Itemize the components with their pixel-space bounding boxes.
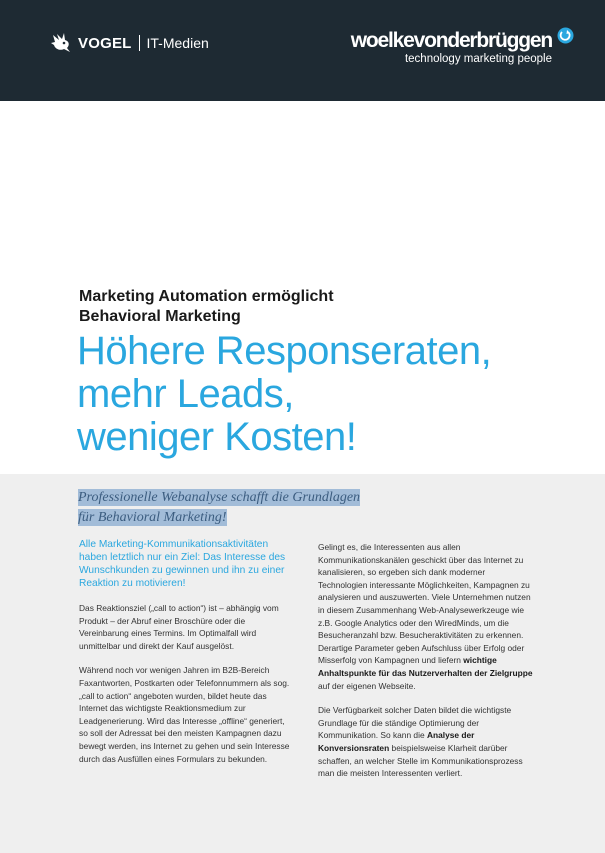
headline-line: mehr Leads, [77, 372, 294, 416]
vogel-subbrand: IT-Medien [146, 35, 209, 51]
left-column [79, 538, 294, 777]
bird-logo-icon [50, 31, 72, 55]
headline-line: weniger Kosten! [77, 415, 357, 459]
headline [77, 330, 577, 459]
body-text: Die Verfügbarkeit solcher Daten bildet die wichtigste Grundlage für die ständige Optimierung der Kommunikation. So kann die [318, 705, 512, 741]
body-bold-text: Analyse der Konversionsraten [318, 730, 475, 753]
section-heading-line: Professionelle Webanalyse schafft die Grundlagen [78, 490, 361, 505]
body-text: beispielsweise Klarheit darüber schaffen, an welcher Stelle im Kommunikationsprozess man die meisten Interessenten verliert. [318, 742, 523, 779]
header-banner [0, 0, 605, 101]
vogel-logo [50, 30, 209, 56]
section-heading-line: für Behavioral Marketing! [78, 510, 227, 525]
body-text: Gelingt es, die Interessenten aus allen Kommunikationskanälen geschickt über das Internet zu kanalisieren, so ergeben sich dank moderner Technologien interessante Möglichkeiten, Kampagnen zu analysieren und auszuwerten. Viele Unternehmen nutzen in diesem Zusammenhang Web-Analysewerkzeuge wie z.B. Google Analytics oder den WiredMinds, um die Besucheranzahl bzw. Besucheraktivitäten zu erkennen. Derartige Parameter geben Aufschluss über Erfolg oder Misserfolg von Kampagnen und liefern [318, 542, 531, 666]
right-column [318, 541, 533, 792]
body-paragraph [318, 541, 533, 692]
body-bold-text: wichtige Anhaltspunkte für das Nutzerverhalten der Zielgruppe [318, 655, 533, 678]
wvdb-tagline: technology marketing people [404, 53, 552, 65]
body-paragraph [318, 704, 533, 780]
logo-divider [139, 35, 140, 51]
body-paragraph: Das Reaktionsziel („call to action“) ist – abhängig vom Produkt – der Abruf einer Broschüre oder die Vereinbarung eines Termins. Im Optimalfall wird unmittelbar und direkt der Kauf ausgelöst. [79, 603, 279, 651]
wvdb-brand: woelkevonderbrüggen [350, 29, 552, 52]
subtitle-line: Behavioral Marketing [79, 308, 241, 325]
body-text: auf der eigenen Webseite. [318, 680, 416, 691]
subtitle [79, 287, 539, 327]
wvdb-badge-icon [557, 27, 574, 44]
section-heading [78, 488, 368, 528]
subtitle-line: Marketing Automation ermöglicht [79, 288, 334, 305]
body-paragraph: Während noch vor wenigen Jahren im B2B-Bereich Faxantworten, Postkarten oder Telefonnummern als sog. „call to action“ angeboten wurden, bildet heute das Internet das wichtigste Reaktionsmedium zur Leadgenerierung. Wird das Interesse „offline“ generiert, so soll der Adressat bei den meisten Kampagnen dazu bewegt werden, ins Internet zu gehen und sein Interesse durch das Ausfüllen eines Formulars zu bekunden. [79, 665, 290, 764]
vogel-brand: VOGEL [78, 34, 132, 52]
wvdb-logo [351, 29, 574, 66]
headline-line: Höhere Responseraten, [77, 329, 492, 373]
lead-paragraph: Alle Marketing-Kommunikationsaktivitäten haben letztlich nur ein Ziel: Das Interesse des Wunschkunden zu gewinnen und ihn zu einer Reaktion zu motivieren! [79, 539, 286, 589]
